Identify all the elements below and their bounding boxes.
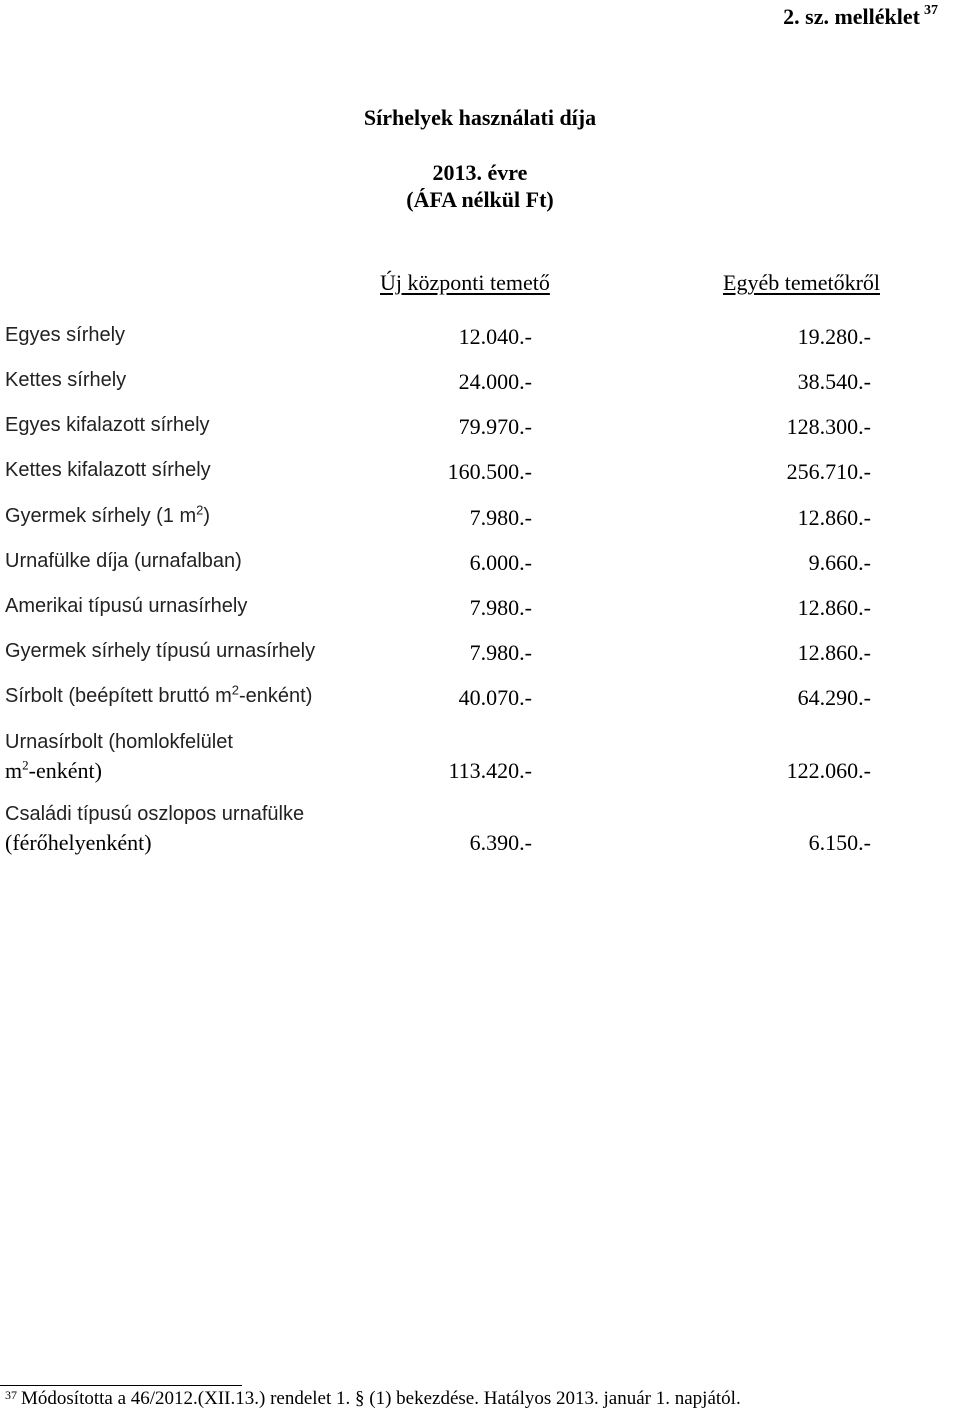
row-label: Sírbolt (beépített bruttó $m^2-enként$) <box>5 682 313 707</box>
value-other: 12.860.- <box>797 640 871 665</box>
row-label: Urnafülke díja (urnafalban) <box>5 550 242 572</box>
row-label: Amerikai típusú urnasírhely <box>5 595 248 617</box>
value-other: 19.280.- <box>797 324 871 349</box>
value-central: 79.970.- <box>458 414 532 439</box>
row-label: Kettes sírhely <box>5 369 127 391</box>
column-header-central-cemetery: Új központi temető <box>380 270 550 295</box>
row-label: Egyes kifalazott sírhely <box>5 414 210 436</box>
value-central: 6.390.- <box>469 830 532 855</box>
value-other: 12.860.- <box>797 595 871 620</box>
value-other: 64.290.- <box>797 685 871 710</box>
year-heading: 2013. évre <box>432 160 528 185</box>
footnote-number: 37 <box>5 1388 17 1402</box>
annex-footnote-ref: 37 <box>924 2 938 18</box>
value-other: 12.860.- <box>797 505 871 530</box>
row-label-line2: (férőhelyenként) <box>5 830 152 855</box>
value-central: 113.420.- <box>448 758 532 783</box>
row-label: Egyes sírhely <box>5 324 126 346</box>
footnote-text: Módosította a 46/2012.(XII.13.) rendelet 1. § (1) bekezdése. Hatályos 2013. január 1. napjától. <box>21 1388 741 1409</box>
value-central: 7.980.- <box>469 595 532 620</box>
page-title: Sírhelyek használati díja <box>363 105 597 130</box>
row-label: Gyermek sírhely típusú urnasírhely <box>5 640 316 662</box>
value-central: 40.070.- <box>458 685 532 710</box>
value-central: 6.000.- <box>469 550 532 575</box>
unit-heading: (ÁFA nélkül Ft) <box>406 187 554 212</box>
value-other: 9.660.- <box>808 550 871 575</box>
value-central: 7.980.- <box>469 505 532 530</box>
row-label-line2: $m^2-enként$) <box>5 757 102 783</box>
value-central: 12.040.- <box>458 324 532 349</box>
value-other: 38.540.- <box>797 369 871 394</box>
row-label: Kettes kifalazott sírhely <box>5 459 211 481</box>
column-header-other-cemeteries: Egyéb temetőkről <box>723 270 881 295</box>
value-central: 160.500.- <box>447 459 532 484</box>
value-other: 256.710.- <box>786 459 871 484</box>
value-central: 24.000.- <box>458 369 532 394</box>
row-label: Gyermek sírhely (1 $m^2$) <box>5 502 211 527</box>
footnote <box>5 1388 741 1410</box>
value-central: 7.980.- <box>469 640 532 665</box>
row-label-line1: Urnasírbolt (homlokfelület <box>5 731 233 753</box>
value-other: 128.300.- <box>786 414 871 439</box>
value-other: 6.150.- <box>808 830 871 855</box>
value-other: 122.060.- <box>786 758 871 783</box>
footnote-divider <box>0 1385 242 1386</box>
row-label-line1: Családi típusú oszlopos urnafülke <box>5 803 305 825</box>
annex-label: 2. sz. melléklet $^{37}$ <box>783 2 938 29</box>
